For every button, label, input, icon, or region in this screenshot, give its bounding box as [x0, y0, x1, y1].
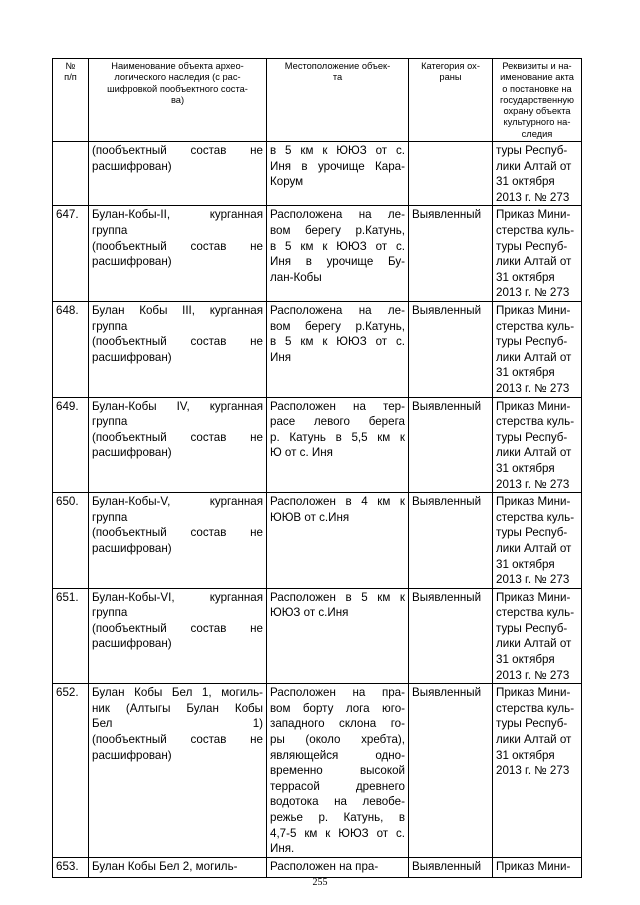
text-line: ры (около хребта), [270, 733, 405, 747]
text-line: 31 октября [496, 175, 555, 189]
text-line: лан-Кобы [270, 270, 322, 284]
category-cell: Выявленный [409, 588, 493, 684]
table-row [53, 588, 582, 684]
text-line: 2013 г. № 273 [496, 286, 570, 300]
text-line: ник (Алтыгы Булан Кобы [92, 701, 263, 715]
act-cell [493, 397, 582, 493]
text-line: п/п [64, 72, 77, 83]
text-line: Булан Кобы Бел 2, могиль- [92, 859, 238, 873]
text-line: 2013 г. № 273 [496, 668, 570, 682]
text-line: туры Респуб- [496, 239, 568, 253]
object-name-cell [89, 493, 267, 589]
text-line: расшифрован) [92, 159, 172, 173]
text-line: 2013 г. № 273 [496, 190, 570, 204]
text-line: Реквизиты и на- [502, 61, 572, 71]
text-line: Иня в урочище Кара- [270, 159, 405, 173]
table-row [53, 302, 582, 398]
object-name-cell [89, 588, 267, 684]
text-line: стерства куль- [496, 606, 575, 620]
text-line: именование акта [500, 72, 574, 83]
text-line: туры Респуб- [496, 144, 568, 158]
text-line: культурного на- [503, 117, 571, 128]
table-row [53, 684, 582, 858]
location-cell [267, 142, 409, 206]
text-line: Булан-Кобы-V, курганная [92, 495, 263, 509]
text-line: Расположена на ле- [270, 304, 405, 318]
text-line: Расположен на пра- [270, 686, 405, 700]
text-line: расшифрован) [92, 541, 172, 555]
text-line: (пообъектный состав не [92, 621, 263, 635]
text-line: в 5 км к ЮЮЗ от с. [270, 239, 405, 253]
category-cell [409, 142, 493, 206]
text-line: (пообъектный состав не [92, 144, 263, 158]
text-line: 31 октября [496, 270, 555, 284]
text-line: Ю от с. Иня [270, 446, 333, 460]
table-row [53, 493, 582, 589]
text-line: (пообъектный состав не [92, 526, 263, 540]
object-name-cell [89, 142, 267, 206]
text-line: стерства куль- [496, 510, 575, 524]
text-line: лики Алтай от [496, 350, 572, 364]
text-line: 31 октября [496, 366, 555, 380]
text-line: Корум [270, 175, 304, 189]
act-cell [493, 588, 582, 684]
text-line: вом берегу р.Катунь, [270, 319, 405, 333]
text-line: государственную [500, 94, 574, 105]
row-number: 649. [53, 397, 89, 493]
text-line: Расположен в 4 км к [270, 495, 405, 509]
heritage-table [52, 58, 582, 878]
category-cell: Выявленный [409, 493, 493, 589]
text-line: Приказ Мини- [496, 495, 571, 509]
text-line: ЮЮВ от с.Иня [270, 510, 350, 524]
text-line: Булан Кобы III, курганная [92, 304, 263, 318]
text-line: 2013 г. № 273 [496, 381, 570, 395]
text-line: лики Алтай от [496, 733, 572, 747]
row-number: 652. [53, 684, 89, 858]
text-line: группа [92, 319, 128, 333]
text-line: расе левого берега [270, 415, 405, 429]
table-row [53, 857, 582, 877]
category-cell: Выявленный [409, 857, 493, 877]
row-number: 653. [53, 857, 89, 877]
text-line: стерства куль- [496, 415, 575, 429]
act-cell [493, 857, 582, 877]
text-line: режье р. Катунь, в [270, 811, 405, 825]
text-line: лики Алтай от [496, 637, 572, 651]
text-line: Иня в урочище Бу- [270, 255, 405, 269]
row-number [53, 142, 89, 206]
text-line: туры Респуб- [496, 335, 568, 349]
text-line: туры Респуб- [496, 621, 568, 635]
text-line: Расположен в 5 км к [270, 590, 405, 604]
text-line: вом борту лога юго- [270, 701, 405, 715]
text-line: лики Алтай от [496, 541, 572, 555]
object-name-cell [89, 206, 267, 302]
text-line: охрану объекта [503, 106, 571, 117]
text-line: стерства куль- [496, 224, 575, 238]
text-line: та [332, 72, 343, 83]
header-category [409, 59, 493, 142]
row-number: 647. [53, 206, 89, 302]
text-line: раны [439, 72, 462, 83]
text-line: лики Алтай от [496, 446, 572, 460]
text-line: в 5 км к ЮЮЗ от с. [270, 335, 405, 349]
location-cell [267, 588, 409, 684]
row-number: 648. [53, 302, 89, 398]
text-line: Булан-Кобы IV, курганная [92, 399, 263, 413]
header-location [267, 59, 409, 142]
text-line: шифровкой пообъектного соста- [107, 83, 248, 94]
text-line: р. Катунь в 5,5 км к [270, 430, 405, 444]
text-line: ва) [170, 94, 185, 105]
text-line: 31 октября [496, 748, 555, 762]
text-line: 2013 г. № 273 [496, 573, 570, 587]
text-line: расшифрован) [92, 637, 172, 651]
text-line: лики Алтай от [496, 255, 572, 269]
location-cell [267, 493, 409, 589]
text-line: Местоположение объек- [284, 61, 391, 71]
text-line: 2013 г. № 273 [496, 764, 570, 778]
text-line: группа [92, 224, 128, 238]
text-line: (пообъектный состав не [92, 733, 263, 747]
table-row [53, 206, 582, 302]
category-cell: Выявленный [409, 684, 493, 858]
location-cell [267, 206, 409, 302]
act-cell [493, 302, 582, 398]
act-cell [493, 684, 582, 858]
text-line: Расположена на ле- [270, 208, 405, 222]
header-name [89, 59, 267, 142]
text-line: Приказ Мини- [496, 859, 571, 873]
text-line: являющейся одно- [270, 748, 405, 762]
text-line: водотока на левобе- [270, 795, 405, 809]
text-line: расшифрован) [92, 446, 172, 460]
text-line: группа [92, 606, 128, 620]
text-line: (пообъектный состав не [92, 239, 263, 253]
text-line: Булан-Кобы-VI, курганная [92, 590, 263, 604]
text-line: Приказ Мини- [496, 399, 571, 413]
text-line: стерства куль- [496, 701, 575, 715]
text-line: временно высокой [270, 764, 405, 778]
category-cell: Выявленный [409, 397, 493, 493]
text-line: Иня [270, 350, 292, 364]
header-number [53, 59, 89, 142]
location-cell [267, 684, 409, 858]
object-name-cell [89, 397, 267, 493]
object-name-cell [89, 857, 267, 877]
text-line: о постановке на [502, 83, 572, 94]
object-name-cell [89, 684, 267, 858]
text-line: Бел 1) [92, 717, 263, 731]
text-line: Наименование объекта архео- [111, 61, 244, 71]
text-line: (пообъектный состав не [92, 430, 263, 444]
text-line: расшифрован) [92, 255, 172, 269]
row-number: 650. [53, 493, 89, 589]
text-line: следия [521, 128, 553, 139]
act-cell [493, 206, 582, 302]
location-cell [267, 302, 409, 398]
text-line: Приказ Мини- [496, 304, 571, 318]
location-cell [267, 397, 409, 493]
text-line: расшифрован) [92, 350, 172, 364]
category-cell: Выявленный [409, 206, 493, 302]
text-line: Расположен на пра- [270, 859, 379, 873]
text-line: Приказ Мини- [496, 590, 571, 604]
text-line: Категория ох- [421, 61, 480, 71]
text-line: 31 октября [496, 461, 555, 475]
text-line: логического наследия (с рас- [114, 72, 241, 83]
text-line: туры Респуб- [496, 430, 568, 444]
text-line: в 5 км к ЮЮЗ от с. [270, 144, 405, 158]
text-line: Приказ Мини- [496, 686, 571, 700]
text-line: туры Респуб- [496, 717, 568, 731]
text-line: № [65, 61, 76, 71]
text-line: Расположен на тер- [270, 399, 405, 413]
table-row [53, 397, 582, 493]
text-line: (пообъектный состав не [92, 335, 263, 349]
text-line: террасой древнего [270, 779, 405, 793]
category-cell: Выявленный [409, 302, 493, 398]
act-cell [493, 493, 582, 589]
text-line: ЮЮЗ от с.Иня [270, 606, 349, 620]
text-line: стерства куль- [496, 319, 575, 333]
text-line: вом берегу р.Катунь, [270, 224, 405, 238]
text-line: туры Респуб- [496, 526, 568, 540]
text-line: расшифрован) [92, 748, 172, 762]
text-line: лики Алтай от [496, 159, 572, 173]
row-number: 651. [53, 588, 89, 684]
act-cell [493, 142, 582, 206]
text-line: Булан-Кобы-II, курганная [92, 208, 263, 222]
text-line: 31 октября [496, 557, 555, 571]
page-number: 255 [312, 877, 328, 888]
text-line: группа [92, 415, 128, 429]
text-line: 2013 г. № 273 [496, 477, 570, 491]
location-cell [267, 857, 409, 877]
text-line: Иня. [270, 842, 295, 856]
text-line: Булан Кобы Бел 1, могиль- [92, 686, 263, 700]
object-name-cell [89, 302, 267, 398]
table-header-row [53, 59, 582, 142]
table-row [53, 142, 582, 206]
text-line: 4,7-5 км к ЮЮЗ от с. [270, 826, 405, 840]
header-act [493, 59, 582, 142]
text-line: группа [92, 510, 128, 524]
text-line: 31 октября [496, 653, 555, 667]
text-line: западного склона го- [270, 717, 405, 731]
text-line: Приказ Мини- [496, 208, 571, 222]
